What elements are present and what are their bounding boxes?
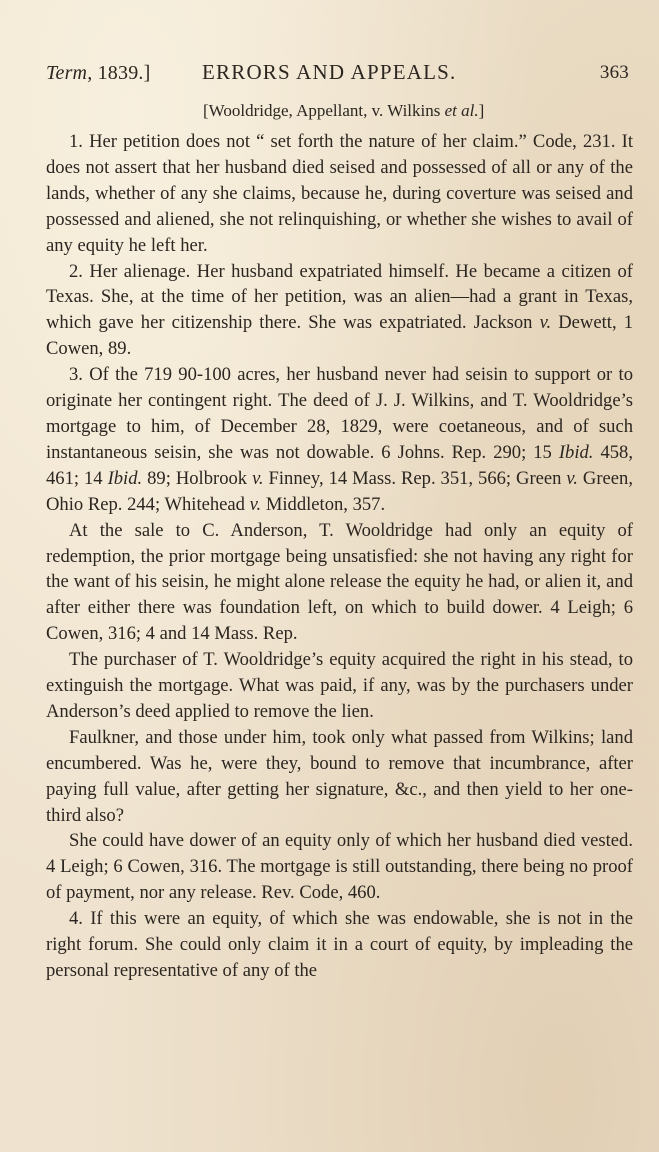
page-number: 363 <box>599 62 629 83</box>
paragraph-dower-equity: She could have dower of an equity only of which her husband died vested. 4 Leigh; 6 Cowen, 316. The mortgage is still outstanding, there being no proof of payment, nor any release. Rev. Code, 460. <box>46 830 633 904</box>
paragraph-seisin <box>46 362 633 517</box>
seisin-text-e: Green, Ohio Rep. 244; Whitehead <box>46 467 633 515</box>
seisin-text-c: 89; Holbrook <box>142 467 253 489</box>
paragraph-alienage <box>46 259 633 363</box>
paragraph-forum: 4. If this were an equity, of which she was endowable, she is not in the right forum. She could only claim it in a court of equity, by impleading the personal representative of any of the <box>46 908 633 981</box>
alienage-versus: v. <box>539 312 552 334</box>
caption-close-bracket: ] <box>478 101 485 120</box>
caption-appellant: Wooldridge, Appellant, <box>208 101 372 120</box>
caption-versus: v. <box>371 101 384 120</box>
case-caption <box>203 99 633 123</box>
paragraph-faulkner: Faulkner, and those under him, took only what passed from Wilkins; land encumbered. Was he, were they, bound to remove that incumbrance, after paying full value, after getting her signature, &c., and then yield to her one-third also? <box>46 726 633 826</box>
caption-appellee: Wilkins <box>383 101 445 120</box>
term-label <box>46 62 150 85</box>
seisin-text-d: Finney, 14 Mass. Rep. 351, 566; Green <box>263 467 567 489</box>
paragraph-anderson-sale: At the sale to C. Anderson, T. Wooldridge had only an equity of redemption, the prior mortgage being unsatisfied: she not having any right for the want of his seisin, he might alone release the equity he had, or alien it, and after either there was foundation left, on which to build dower. 4 Leigh; 6 Cowen, 316; 4 and 14 Mass. Rep. <box>46 519 633 645</box>
seisin-ibid-1: Ibid. <box>558 441 594 463</box>
seisin-ibid-2: Ibid. <box>107 467 143 489</box>
caption-et-al: et al. <box>444 101 479 120</box>
seisin-versus-2: v. <box>566 467 578 489</box>
paragraph-petition: 1. Her petition does not “ set forth the nature of her claim.” Code, 231. It does not assert that her husband died seised and possessed of all or any of the lands, whether of any she claims, because he, during coverture was seised and possessed and aliened, she not relinquishing, or whether she wishes to avail of any equity he left her. <box>46 131 633 256</box>
term-word: Term, <box>46 62 93 84</box>
seisin-versus-1: v. <box>252 467 264 489</box>
alienage-text-b: Dewett, 1 Cowen, 89. <box>46 312 634 360</box>
seisin-text-a: 3. Of the 719 90-100 acres, her husband never had seisin to support or to originate her contingent right. The deed of J. J. Wilkins, and T. Wooldridge’s mortgage to him, of December 28, 1829, were coetaneous, and of such instantaneous seisin, she was not dowable. 6 Johns. Rep. 290; 15 <box>46 364 633 463</box>
page-body <box>46 129 633 984</box>
section-title: ERRORS AND APPEALS. <box>202 60 457 84</box>
alienage-text-a: 2. Her alienage. Her husband expatriated himself. He became a citizen of Texas. She, at the time of her petition, was an alien—had a grant in Texas, which gave her citizenship there. She was expatriated. Jackson <box>46 260 633 334</box>
seisin-text-b: 458, 461; 14 <box>46 441 634 489</box>
term-year: 1839.] <box>92 62 151 84</box>
running-head <box>46 58 633 92</box>
seisin-text-f: Middleton, 357. <box>261 493 386 515</box>
seisin-versus-3: v. <box>249 493 262 515</box>
paragraph-purchaser: The purchaser of T. Wooldridge’s equity acquired the right in his stead, to extinguish the mortgage. What was paid, if any, was by the purchasers under Anderson’s deed applied to remove the lien. <box>46 649 633 722</box>
caption-open-bracket: [ <box>203 101 209 120</box>
